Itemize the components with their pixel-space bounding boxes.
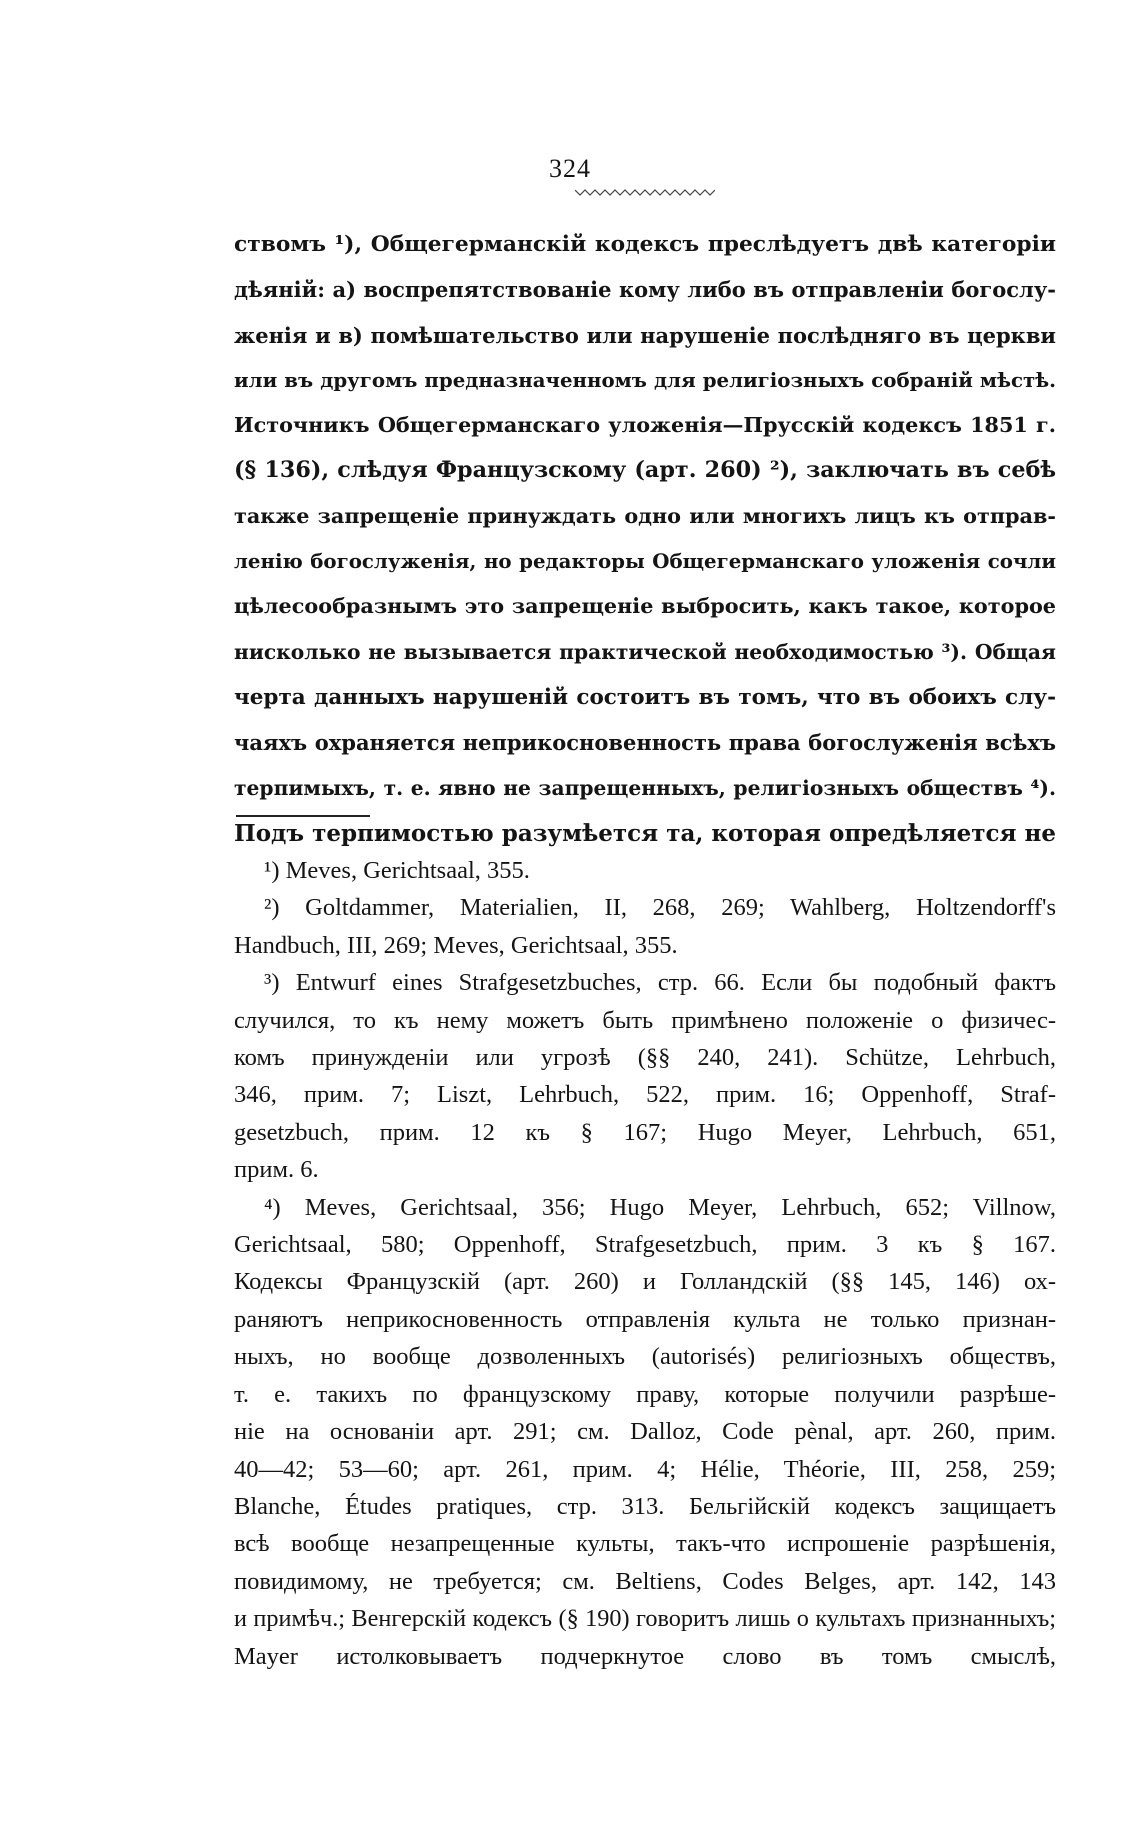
footnote-line: Кодексы Французскій (арт. 260) и Голландскій (§§ 145, 146) ох- bbox=[234, 1268, 1056, 1296]
footnote-4 bbox=[234, 1189, 1056, 1675]
main-text-line: черта данныхъ нарушеній состоитъ въ томъ, что въ обоихъ слу- bbox=[234, 684, 1056, 710]
footnote-line: 346, прим. 7; Liszt, Lehrbuch, 522, прим. 16; Oppenhoff, Straf- bbox=[234, 1081, 1056, 1109]
main-text-line: нисколько не вызывается практической необходимостью ³). Общая bbox=[234, 639, 1056, 664]
footnote-line: ³) Entwurf eines Strafgesetzbuches, стр. 66. Если бы подобный фактъ bbox=[264, 969, 1056, 997]
footnote-line: ныхъ, но вообще дозволенныхъ (autorisés) религіозныхъ обществъ, bbox=[234, 1343, 1056, 1371]
footnote-line: Blanche, Études pratiques, стр. 313. Бельгійскій кодексъ защищаетъ bbox=[234, 1492, 1056, 1520]
footnote-line: случился, то къ нему можетъ быть примѣнено положеніе о физичес- bbox=[234, 1006, 1056, 1034]
footnote-line: Handbuch, III, 269; Meves, Gerichtsaal, 355. bbox=[234, 931, 678, 959]
footnote-line: ⁴) Meves, Gerichtsaal, 356; Hugo Meyer, Lehrbuch, 652; Villnow, bbox=[264, 1193, 1056, 1221]
main-text-line: цѣлесообразнымъ это запрещеніе выбросить, какъ такое, которое bbox=[234, 594, 1056, 619]
footnote-line: комъ принужденіи или угрозѣ (§§ 240, 241). Schütze, Lehrbuch, bbox=[234, 1044, 1056, 1072]
footnote-line: Gerichtsaal, 580; Oppenhoff, Strafgesetzbuch, прим. 3 къ § 167. bbox=[234, 1231, 1056, 1259]
footnote-line: всѣ вообще незапрещенные культы, такъ-что испрошеніе разрѣшенія, bbox=[234, 1530, 1056, 1558]
footnote-line: т. е. такихъ по французскому праву, которые получили разрѣше- bbox=[234, 1380, 1056, 1408]
page-number: 324 bbox=[549, 154, 591, 183]
main-text-line: или въ другомъ предназначенномъ для религіозныхъ собраній мѣстѣ. bbox=[234, 367, 1056, 392]
main-text bbox=[234, 222, 1056, 856]
footnote-line: и примѣч.; Венгерскій кодексъ (§ 190) говоритъ лишь о культахъ признанныхъ; bbox=[234, 1605, 1056, 1633]
footnote-line: прим. 6. bbox=[234, 1156, 319, 1184]
main-text-line: (§ 136), слѣдуя Французскому (арт. 260) ²), заключать въ себѣ bbox=[234, 457, 1056, 484]
footnote-line: ніе на основаніи арт. 291; см. Dalloz, Code pènal, арт. 260, прим. bbox=[234, 1418, 1056, 1446]
page-number-ornament bbox=[575, 188, 715, 196]
footnote-1 bbox=[234, 852, 1056, 889]
main-text-line: женія и в) помѣшательство или нарушеніе послѣдняго въ церкви bbox=[234, 322, 1056, 348]
footnote-line: Mayer истолковываетъ подчеркнутое слово въ томъ смыслѣ, bbox=[234, 1642, 1056, 1670]
main-text-line: чаяхъ охраняется неприкосновенность права богослуженія всѣхъ bbox=[234, 730, 1056, 756]
footnote-line: 40—42; 53—60; арт. 261, прим. 4; Hélie, Théorie, III, 258, 259; bbox=[234, 1455, 1056, 1483]
footnote-line: раняютъ неприкосновенность отправленія культа не только признан- bbox=[234, 1305, 1056, 1333]
main-text-line: ленію богослуженія, но редакторы Общегерманскаго уложенія сочли bbox=[234, 549, 1056, 574]
main-text-line: Источникъ Общегерманскаго уложенія—Прусскій кодексъ 1851 г. bbox=[234, 413, 1056, 438]
footnote-line: ¹) Meves, Gerichtsaal, 355. bbox=[264, 857, 530, 884]
main-text-line: также запрещеніе принуждать одно или многихъ лицъ къ отправ- bbox=[234, 503, 1056, 528]
footnotes bbox=[234, 852, 1056, 1675]
main-text-line: Подъ терпимостью разумѣется та, которая опредѣляется не bbox=[234, 819, 1056, 847]
footnote-line: ²) Goltdammer, Materialien, II, 268, 269; Wahlberg, Holtzendorff's bbox=[264, 894, 1056, 922]
footnote-separator bbox=[236, 815, 370, 817]
footnote-3 bbox=[234, 964, 1056, 1188]
footnote-line: gesetzbuch, прим. 12 къ § 167; Hugo Meyer, Lehrbuch, 651, bbox=[234, 1118, 1056, 1146]
main-text-line: терпимыхъ, т. е. явно не запрещенныхъ, религіозныхъ обществъ ⁴). bbox=[234, 775, 1056, 800]
footnote-2 bbox=[234, 889, 1056, 964]
main-text-line: дѣяній: а) воспрепятствованіе кому либо въ отправленіи богослу- bbox=[234, 277, 1056, 303]
footnote-line: повидимому, не требуется; см. Beltiens, Codes Belges, арт. 142, 143 bbox=[234, 1567, 1056, 1595]
main-text-line: ствомъ ¹), Общегерманскій кодексъ преслѣдуетъ двѣ категоріи bbox=[234, 232, 1056, 257]
